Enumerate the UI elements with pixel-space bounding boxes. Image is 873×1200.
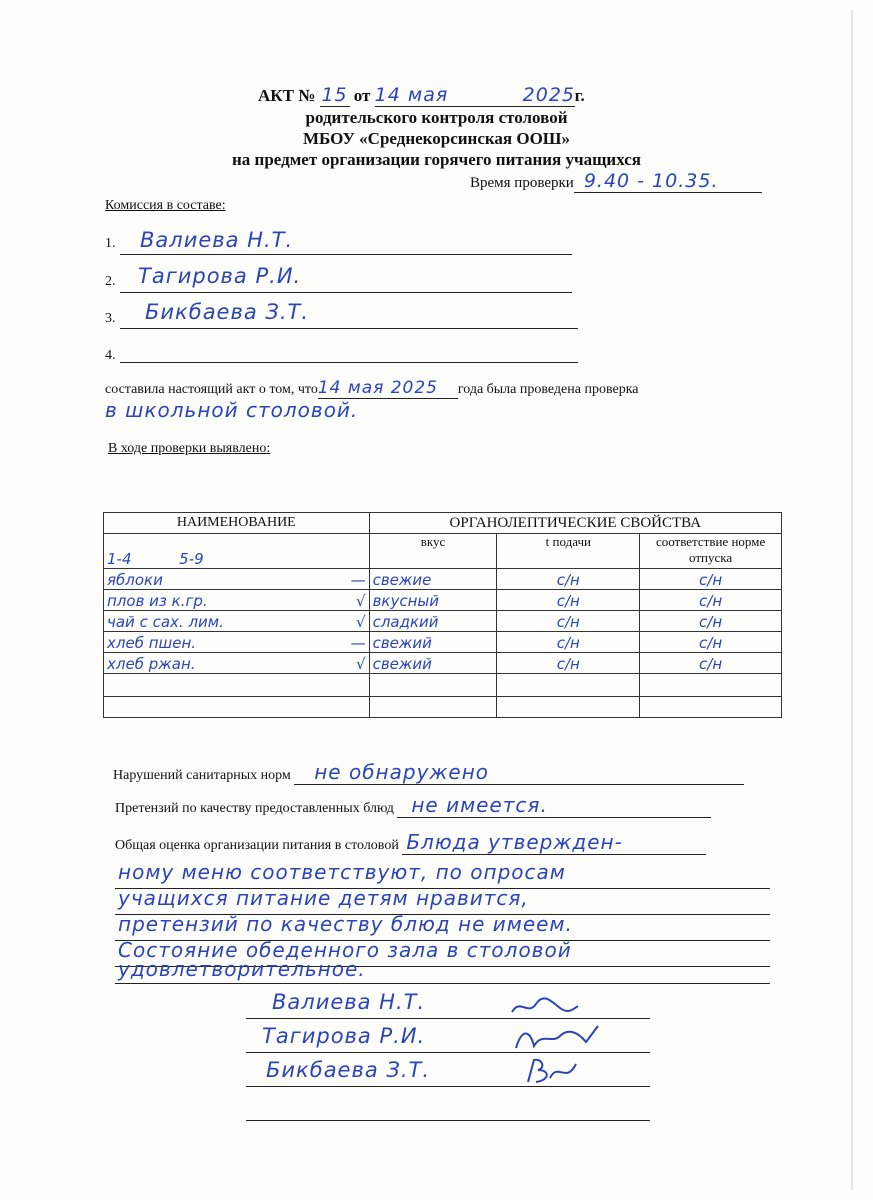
statement-prefix: составила настоящий акт о том, что — [105, 382, 318, 397]
table-row — [104, 611, 782, 632]
row-mark: √ — [356, 655, 366, 673]
violations-row — [113, 760, 744, 785]
row-name-text: хлеб ржан. — [107, 655, 196, 673]
row-name-text: чай с сах. лим. — [107, 613, 224, 631]
row-norm: с/н — [640, 653, 782, 674]
row-temp: с/н — [497, 569, 640, 590]
violations-label: Нарушений санитарных норм — [113, 768, 291, 783]
statement-suffix: года была проведена проверка — [457, 382, 639, 397]
table-row-empty — [104, 674, 782, 697]
statement-row — [105, 378, 639, 399]
col-name-header: НАИМЕНОВАНИЕ — [104, 513, 370, 534]
act-number: 15 — [321, 84, 348, 106]
commission-label: Комиссия в составе: — [105, 198, 226, 213]
title-line-3: МБОУ «Среднекорсинская ООШ» — [303, 129, 570, 148]
table-row — [104, 653, 782, 674]
row-temp: с/н — [497, 653, 640, 674]
member-1-num: 1. — [105, 236, 116, 251]
col-norm-header: соответствие норме отпуска — [640, 534, 782, 569]
member-2-line — [120, 292, 572, 293]
signature-line-3 — [246, 1086, 650, 1087]
signature-line-1 — [246, 1018, 650, 1019]
assessment-first-value: Блюда утвержден- — [402, 830, 706, 855]
col-props-header: ОРГАНОЛЕПТИЧЕСКИЕ СВОЙСТВА — [369, 513, 781, 534]
check-time-value: 9.40 - 10.35. — [574, 170, 762, 193]
table-row — [104, 569, 782, 590]
empty-cell — [497, 697, 640, 718]
member-2-num: 2. — [105, 274, 116, 289]
signature-name-1: Валиева Н.Т. — [272, 990, 426, 1014]
member-4-num: 4. — [105, 348, 116, 363]
act-date: 14 мая — [375, 84, 523, 107]
assessment-line-5 — [115, 983, 770, 984]
title-line-4: на предмет организации горячего питания учащихся — [232, 150, 641, 169]
row-mark: — — [350, 634, 366, 652]
member-2-name: Тагирова Р.И. — [138, 264, 302, 288]
member-3-num: 3. — [105, 311, 116, 326]
check-time-label: Время проверки — [470, 175, 574, 191]
signature-mark-1 — [508, 994, 580, 1020]
grades-cell: 1-4 5-9 — [104, 534, 370, 569]
member-4-line — [120, 362, 578, 363]
signature-mark-3 — [520, 1054, 580, 1086]
signature-name-3: Бикбаева З.Т. — [266, 1058, 431, 1082]
assessment-text-2: учащихся питание детям нравится, — [118, 886, 529, 910]
assessment-text-4: Состояние обеденного зала в столовой — [118, 938, 572, 962]
row-norm: с/н — [640, 569, 782, 590]
empty-cell — [369, 697, 497, 718]
row-name — [104, 632, 370, 653]
empty-cell — [104, 674, 370, 697]
row-name — [104, 569, 370, 590]
signature-mark-2 — [512, 1022, 602, 1054]
row-temp: с/н — [497, 632, 640, 653]
row-taste: свежий — [369, 632, 497, 653]
act-title-line — [258, 84, 585, 107]
assessment-text-3: претензий по качеству блюд не имеем. — [118, 912, 573, 936]
table-row — [104, 632, 782, 653]
claims-label: Претензий по качеству предоставленных блюд — [115, 801, 394, 816]
act-year: 2025 — [522, 84, 576, 106]
empty-cell — [497, 674, 640, 697]
signature-line-4 — [246, 1120, 650, 1121]
row-taste: сладкий — [369, 611, 497, 632]
check-time-row — [470, 170, 762, 193]
row-norm: с/н — [640, 611, 782, 632]
row-mark: √ — [356, 613, 366, 631]
signature-name-2: Тагирова Р.И. — [262, 1024, 426, 1048]
member-1-line — [120, 254, 572, 255]
member-1-name: Валиева Н.Т. — [140, 228, 294, 252]
row-taste: свежий — [369, 653, 497, 674]
row-mark: — — [350, 571, 366, 589]
row-name — [104, 653, 370, 674]
empty-cell — [640, 697, 782, 718]
table-row — [104, 590, 782, 611]
row-norm: с/н — [640, 632, 782, 653]
statement-date: 14 мая 2025 — [318, 378, 458, 399]
row-name — [104, 611, 370, 632]
violations-value: не обнаружено — [294, 760, 744, 785]
claims-value: не имеется. — [397, 793, 711, 818]
row-norm: с/н — [640, 590, 782, 611]
assessment-text-5: удовлетворительное. — [118, 957, 366, 981]
col-temp-header: t подачи — [497, 534, 640, 569]
empty-cell — [369, 674, 497, 697]
statement-place: в школьной столовой. — [105, 398, 359, 422]
row-mark: √ — [356, 592, 366, 610]
member-3-name: Бикбаева З.Т. — [145, 300, 310, 324]
row-name-text: плов из к.гр. — [107, 592, 208, 610]
row-temp: с/н — [497, 611, 640, 632]
act-prefix: АКТ № — [258, 86, 316, 105]
row-name-text: яблоки — [107, 571, 163, 589]
row-temp: с/н — [497, 590, 640, 611]
act-year-suffix: г. — [574, 86, 585, 105]
act-from: от — [353, 86, 371, 105]
col-taste-header: вкус — [369, 534, 497, 569]
row-name-text: хлеб пшен. — [107, 634, 197, 652]
title-line-2: родительского контроля столовой — [305, 108, 568, 127]
assessment-label: Общая оценка организации питания в столовой — [115, 838, 399, 853]
row-name — [104, 590, 370, 611]
assessment-text-1: ному меню соответствуют, по опросам — [118, 860, 566, 884]
scan-edge — [851, 10, 853, 1190]
organoleptic-table — [103, 512, 782, 718]
row-taste: вкусный — [369, 590, 497, 611]
row-taste: свежие — [369, 569, 497, 590]
member-3-line — [120, 328, 578, 329]
claims-row — [115, 793, 711, 818]
empty-cell — [640, 674, 782, 697]
findings-label: В ходе проверки выявлено: — [108, 441, 271, 456]
table-row-empty — [104, 697, 782, 718]
assessment-row — [115, 830, 706, 855]
empty-cell — [104, 697, 370, 718]
